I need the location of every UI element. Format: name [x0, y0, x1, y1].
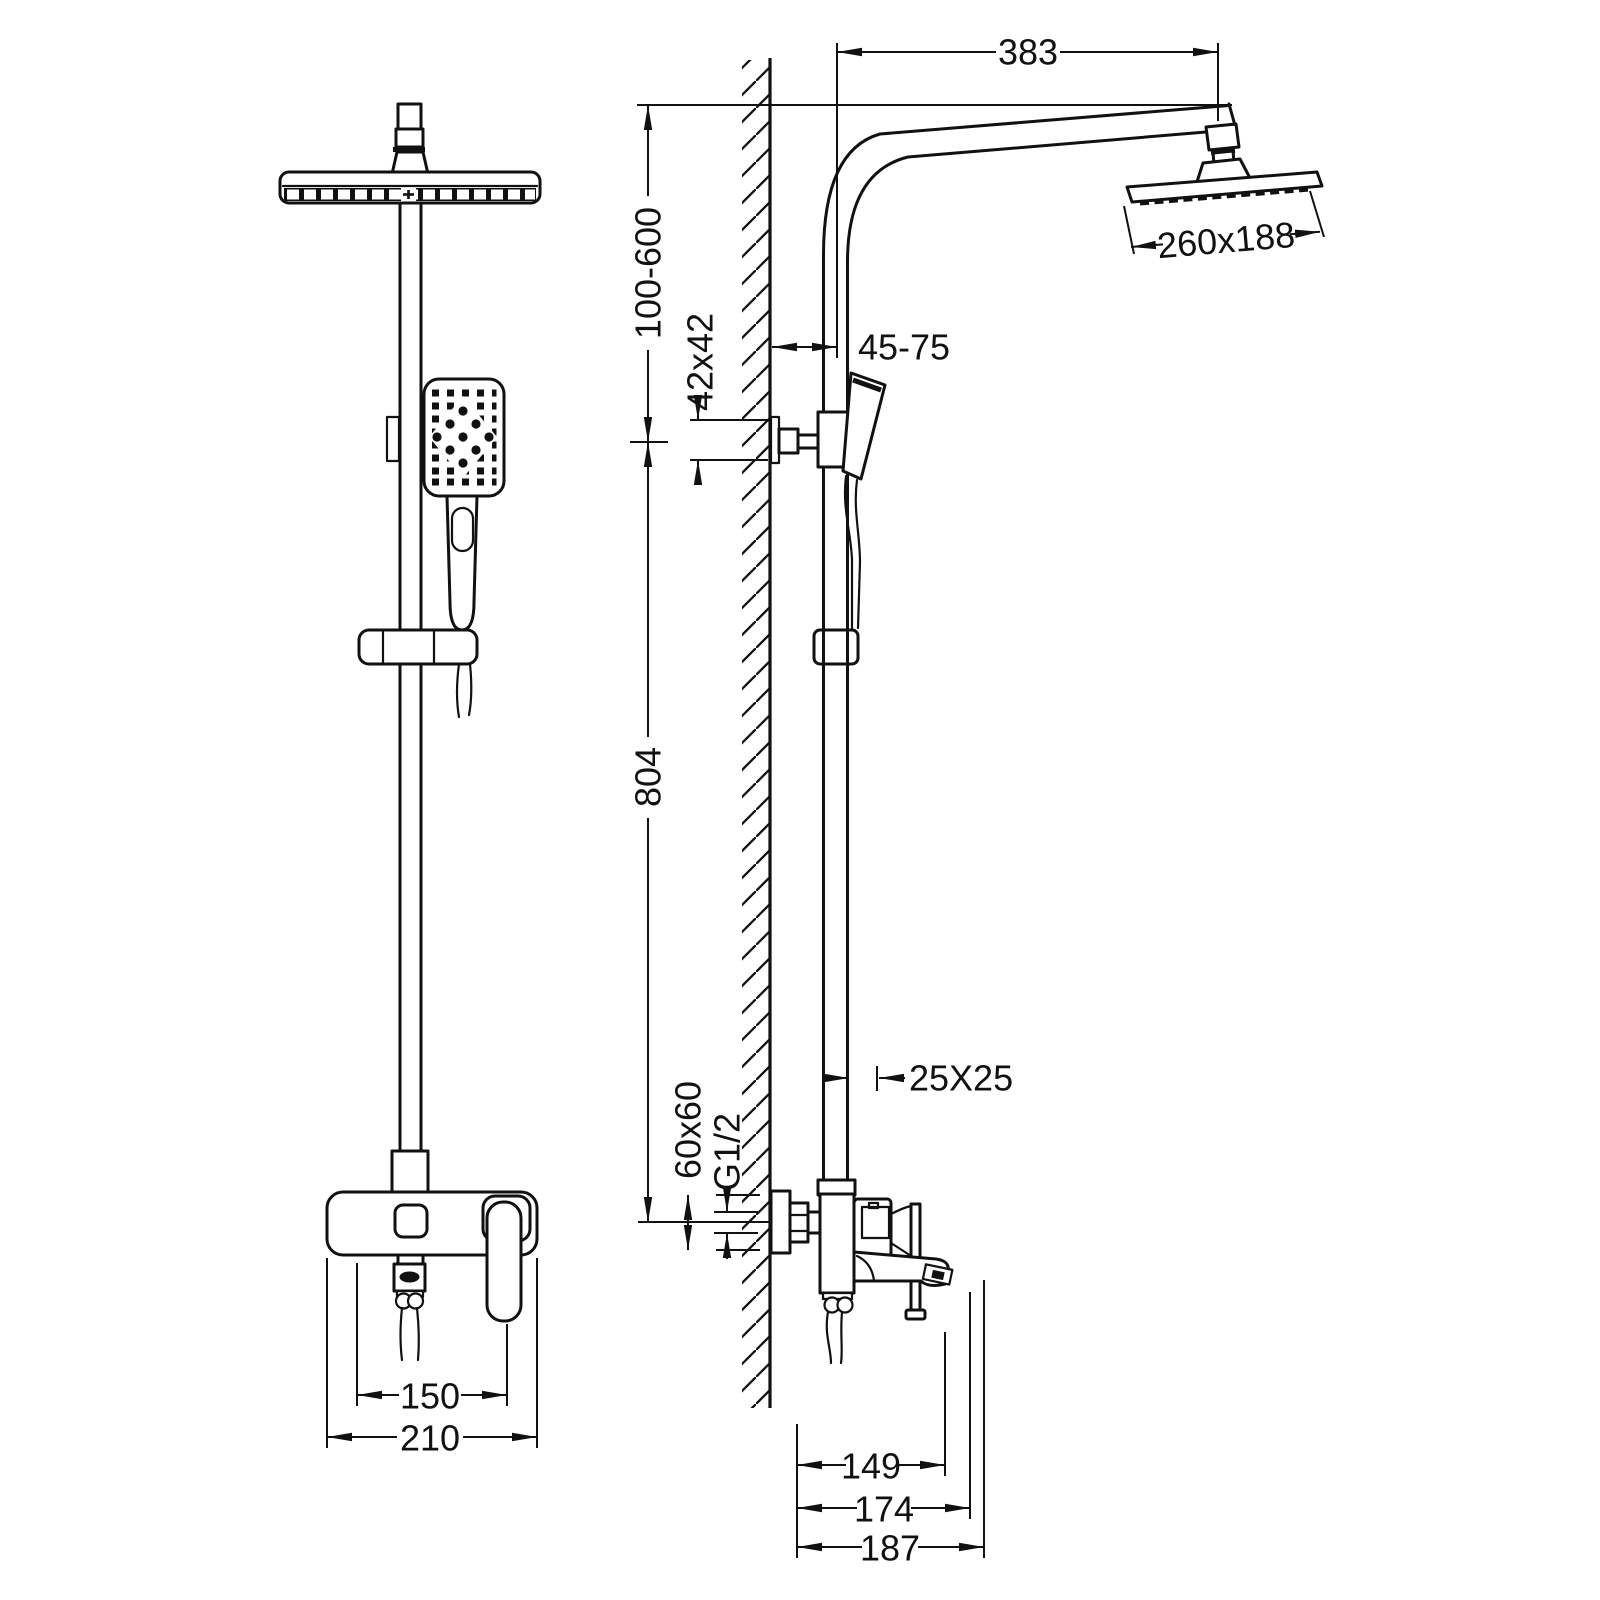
side-hex-nut	[790, 1203, 808, 1242]
dim-head-plate-size: 260x188	[1155, 213, 1297, 267]
dim-wall-bracket-size: 42x42	[679, 312, 721, 412]
front-slider-holder	[359, 630, 477, 664]
dim-height-adjust-range: 100-600	[627, 206, 669, 340]
dim-inlet-spacing: 150	[399, 1375, 461, 1417]
dim-connection-thread: G1/2	[706, 1112, 748, 1192]
side-mixer-body	[820, 1194, 854, 1293]
dim-handle-depth: 174	[853, 1488, 915, 1530]
wall-hatching	[742, 60, 770, 1408]
dim-riser-section: 25X25	[909, 1057, 1014, 1099]
dim-body-width: 210	[399, 1417, 461, 1459]
dim-riser-length: 804	[627, 746, 669, 808]
front-riser-collar	[392, 1151, 428, 1192]
front-rain-shower-head	[280, 172, 540, 203]
side-escutcheon	[771, 1191, 790, 1253]
dim-escutcheon-size: 60x60	[667, 1080, 709, 1180]
front-lever-handle	[487, 1202, 521, 1321]
front-slide-tab	[387, 417, 399, 461]
dim-arm-reach: 383	[997, 31, 1059, 73]
hand-shower-button	[452, 508, 473, 551]
dim-overall-depth: 187	[859, 1527, 921, 1569]
dim-wall-offset-range: 45-75	[858, 326, 951, 368]
front-center-escutcheon	[395, 1205, 427, 1237]
dim-spout-reach: 149	[840, 1445, 902, 1487]
